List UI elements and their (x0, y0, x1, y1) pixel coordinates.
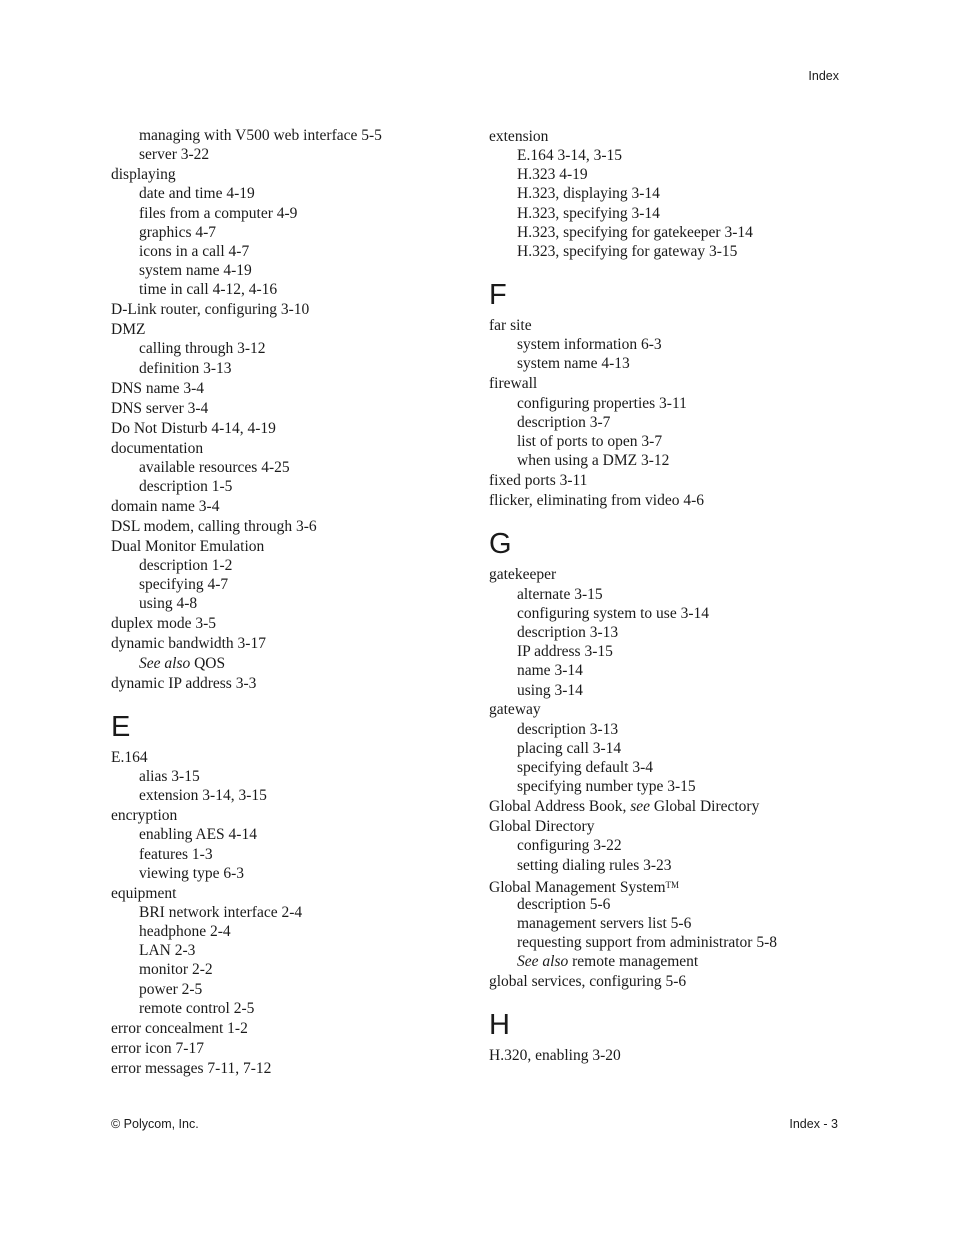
index-subentry: H.323, specifying 3-14 (517, 204, 660, 222)
index-entry: dynamic bandwidth 3-17 (111, 635, 266, 653)
index-subentry: system name 4-19 (139, 262, 252, 280)
index-subentry: management servers list 5-6 (517, 914, 692, 932)
index-entry: E.164 (111, 748, 148, 766)
index-subentry: system name 4-13 (517, 355, 630, 373)
index-subentry: name 3-14 (517, 662, 583, 680)
index-column-right (489, 126, 849, 1066)
footer-copyright: © Polycom, Inc. (111, 1117, 199, 1131)
index-entry: extension (489, 127, 549, 145)
index-subentry: E.164 3-14, 3-15 (517, 146, 623, 164)
section-letter-heading: E (111, 710, 131, 743)
index-subentry: configuring 3-22 (517, 837, 622, 855)
index-subentry: description 3-7 (517, 413, 611, 431)
index-subentry: specifying default 3-4 (517, 759, 654, 777)
index-subentry: setting dialing rules 3-23 (517, 856, 672, 874)
index-subentry: power 2-5 (139, 980, 203, 998)
index-subentry: calling through 3-12 (139, 340, 266, 358)
index-subentry: using 4-8 (139, 595, 198, 613)
index-subentry: specifying 4-7 (139, 576, 229, 594)
index-subentry: when using a DMZ 3-12 (517, 452, 670, 470)
index-subentry: BRI network interface 2-4 (139, 903, 303, 921)
index-subentry: LAN 2-3 (139, 942, 196, 960)
index-subentry: date and time 4-19 (139, 185, 255, 203)
index-subentry: managing with V500 web interface 5-5 (139, 127, 382, 144)
index-entry: H.320, enabling 3-20 (489, 1047, 621, 1065)
index-subentry: time in call 4-12, 4-16 (139, 281, 278, 299)
index-subentry: server 3-22 (139, 146, 210, 164)
index-entry: fixed ports 3-11 (489, 472, 588, 490)
index-subentry: system information 6-3 (517, 336, 662, 354)
index-entry: encryption (111, 807, 178, 825)
section-letter-heading: H (489, 1009, 510, 1042)
index-subentry: extension 3-14, 3-15 (139, 787, 267, 805)
index-entry: error messages 7-11, 7-12 (111, 1059, 272, 1077)
index-subentry: enabling AES 4-14 (139, 826, 257, 844)
index-subentry: See also QOS (139, 654, 226, 672)
index-entry: D-Link router, configuring 3-10 (111, 301, 310, 319)
index-subentry: alternate 3-15 (517, 585, 603, 603)
index-subentry: configuring properties 3-11 (517, 394, 687, 412)
index-subentry: description 3-13 (517, 720, 619, 738)
index-entry: error concealment 1-2 (111, 1019, 248, 1037)
section-letter-heading: G (489, 528, 512, 561)
index-entry: displaying (111, 166, 176, 184)
index-entry: gatekeeper (489, 566, 557, 584)
index-entry: flicker, eliminating from video 4-6 (489, 492, 705, 510)
index-subentry: H.323 4-19 (517, 166, 588, 184)
index-subentry: headphone 2-4 (139, 923, 231, 941)
index-subentry: monitor 2-2 (139, 961, 213, 979)
index-entry: documentation (111, 439, 204, 457)
index-entry: global services, configuring 5-6 (489, 973, 687, 991)
index-entry: Global Management System™ (489, 878, 679, 896)
index-subentry: list of ports to open 3-7 (517, 433, 663, 451)
index-entry: Do Not Disturb 4-14, 4-19 (111, 419, 276, 437)
index-subentry: available resources 4-25 (139, 458, 290, 476)
index-subentry: H.323, displaying 3-14 (517, 185, 660, 203)
index-subentry: remote control 2-5 (139, 999, 255, 1017)
index-subentry: See also remote management (517, 953, 699, 971)
index-subentry: features 1-3 (139, 845, 213, 863)
index-entry: duplex mode 3-5 (111, 615, 217, 633)
index-entry: dynamic IP address 3-3 (111, 674, 257, 692)
index-entry: DNS server 3-4 (111, 399, 209, 417)
index-subentry: description 1-2 (139, 557, 233, 575)
index-entry: gateway (489, 701, 541, 719)
index-subentry: viewing type 6-3 (139, 864, 245, 882)
index-entry: DSL modem, calling through 3-6 (111, 517, 317, 535)
index-entry: Dual Monitor Emulation (111, 537, 265, 555)
index-subentry: IP address 3-15 (517, 643, 613, 661)
index-entry: equipment (111, 884, 177, 902)
index-entry: firewall (489, 375, 538, 393)
index-subentry: placing call 3-14 (517, 739, 622, 757)
index-entry: Global Directory (489, 818, 595, 836)
index-entry: DNS name 3-4 (111, 379, 204, 397)
index-entry: domain name 3-4 (111, 497, 220, 515)
index-subentry: graphics 4-7 (139, 223, 217, 241)
index-subentry: definition 3-13 (139, 359, 232, 377)
index-subentry: H.323, specifying for gatekeeper 3-14 (517, 223, 753, 241)
index-subentry: files from a computer 4-9 (139, 204, 298, 222)
index-subentry: description 3-13 (517, 623, 619, 641)
index-subentry: configuring system to use 3-14 (517, 604, 710, 622)
index-subentry: H.323, specifying for gateway 3-15 (517, 242, 738, 260)
index-subentry: icons in a call 4-7 (139, 242, 250, 260)
index-subentry: using 3-14 (517, 681, 583, 699)
index-entry: error icon 7-17 (111, 1039, 204, 1057)
index-subentry: alias 3-15 (139, 767, 200, 785)
section-letter-heading: F (489, 279, 507, 312)
footer-page-number: Index - 3 (789, 1117, 838, 1131)
index-column-left (111, 126, 471, 1078)
index-entry: DMZ (111, 321, 146, 339)
index-subentry: description 1-5 (139, 477, 233, 495)
index-entry: Global Address Book, see Global Directory (489, 798, 760, 816)
index-subentry: specifying number type 3-15 (517, 778, 696, 796)
index-subentry: description 5-6 (517, 895, 611, 913)
index-entry: far site (489, 317, 532, 335)
running-header: Index (808, 69, 839, 83)
index-subentry: requesting support from administrator 5-8 (517, 934, 778, 952)
